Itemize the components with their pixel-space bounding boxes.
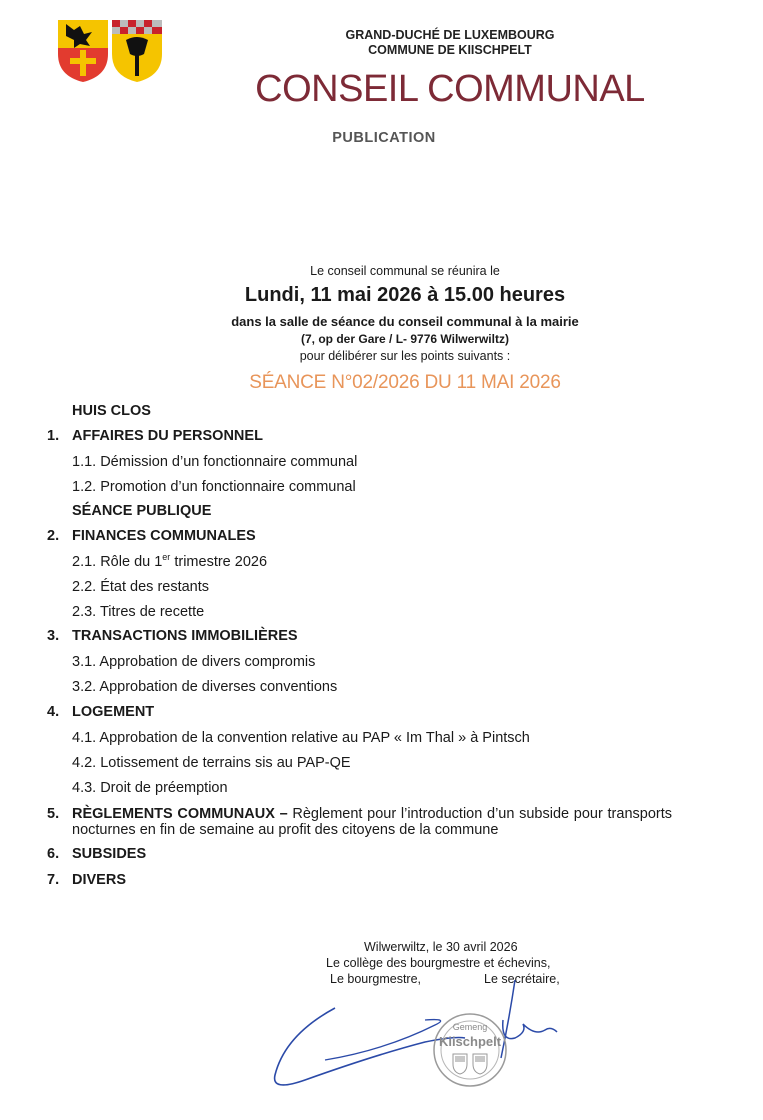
section-title: RÈGLEMENTS COMMUNAUX – — [72, 806, 288, 822]
page-title: CONSEIL COMMUNAL — [255, 68, 645, 110]
section-number: 1. — [47, 428, 60, 444]
section-description: Règlement pour l’introduction d’un subside pour transports nocturnes en fin de semaine au profit des citoyens de la commune — [72, 806, 672, 838]
meeting-place: dans la salle de séance du conseil communal à la mairie — [231, 314, 579, 329]
section-title: FINANCES COMMUNALES — [72, 528, 256, 544]
signature-mayor-label: Le bourgmestre, — [330, 972, 422, 986]
huis-clos-heading: HUIS CLOS — [72, 403, 151, 419]
session-title: SÉANCE N°02/2026 DU 11 MAI 2026 — [249, 372, 561, 393]
agenda-item-text: 4.2. Lotissement de terrains sis au PAP-QE — [72, 755, 351, 771]
svg-text:Kiischpelt: Kiischpelt — [438, 1034, 502, 1049]
section-number: 4. — [47, 704, 60, 720]
agenda-item-text: 2.2. État des restants — [72, 579, 210, 595]
section-number: 6. — [47, 846, 60, 862]
agenda-item-text: 1.2. Promotion d’un fonctionnaire communal — [72, 479, 356, 495]
seance-publique-heading: SÉANCE PUBLIQUE — [72, 503, 212, 519]
section-title: SUBSIDES — [72, 846, 147, 862]
agenda-item-text: 2.3. Titres de recette — [72, 604, 205, 620]
signature-college: Le collège des bourgmestre et échevins, — [326, 956, 551, 970]
signature-place-date: Wilwerwiltz, le 30 avril 2026 — [364, 940, 518, 954]
agenda-item-text: 1.1. Démission d’un fonctionnaire communal — [72, 454, 358, 470]
agenda-item-text: 3.1. Approbation de divers compromis — [72, 654, 316, 670]
section-number: 5. — [47, 806, 60, 822]
section-title: DIVERS — [72, 872, 126, 888]
agenda-item-text: 4.1. Approbation de la convention relative au PAP « Im Thal » à Pintsch — [72, 730, 530, 746]
meeting-date: Lundi, 11 mai 2026 à 15.00 heures — [244, 284, 566, 306]
meeting-address: (7, op der Gare / L- 9776 Wilwerwiltz) — [301, 332, 509, 346]
section-title: TRANSACTIONS IMMOBILIÈRES — [72, 628, 298, 644]
signature-stamp-icon — [265, 980, 585, 1110]
section-title: AFFAIRES DU PERSONNEL — [72, 428, 263, 444]
agenda-item-text: 2.1. Rôle du 1er trimestre 2026 — [72, 552, 268, 570]
agenda-item-text: 3.2. Approbation de diverses conventions — [72, 679, 338, 695]
signature-secretary-label: Le secrétaire, — [484, 972, 560, 986]
svg-text:Gemeng: Gemeng — [452, 1022, 488, 1032]
section-number: 2. — [47, 528, 60, 544]
section-number: 3. — [47, 628, 60, 644]
publication-label: PUBLICATION — [332, 130, 436, 146]
commune-heading: COMMUNE DE KIISCHPELT — [368, 43, 532, 57]
section-title: LOGEMENT — [72, 704, 155, 720]
country-heading: GRAND-DUCHÉ DE LUXEMBOURG — [345, 28, 555, 42]
meeting-intro: Le conseil communal se réunira le — [310, 264, 500, 278]
agenda-item-text: 4.3. Droit de préemption — [72, 780, 228, 796]
section-number: 7. — [47, 872, 60, 888]
meeting-purpose: pour délibérer sur les points suivants : — [299, 349, 511, 363]
section-5-text — [72, 806, 672, 838]
